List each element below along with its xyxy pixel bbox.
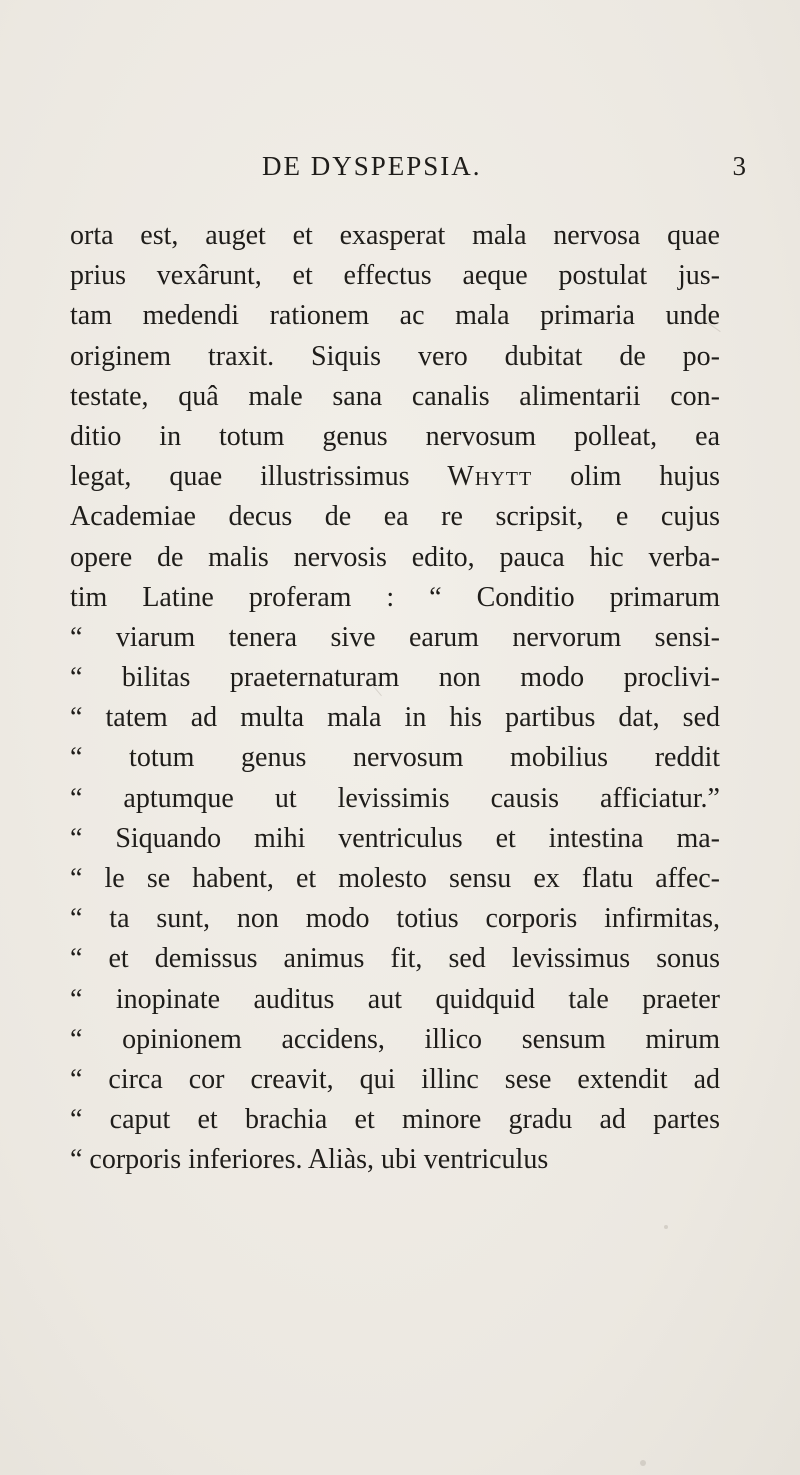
text-line: tam medendi rationem ac mala primaria unde bbox=[70, 300, 720, 332]
text-line: Academiae decus de ea re scripsit, e cujus bbox=[70, 501, 720, 533]
text-line: “ corporis inferiores. Aliàs, ubi ventriculus bbox=[70, 1144, 549, 1176]
text-line: testate, quâ male sana canalis alimentarii con- bbox=[70, 380, 720, 412]
text-line: “ opinionem accidens, illico sensum mirum bbox=[70, 1023, 720, 1055]
text-line: orta est, auget et exasperat mala nervosa quae bbox=[70, 220, 720, 251]
text-line: opere de malis nervosis edito, pauca hic verba- bbox=[70, 541, 720, 573]
text-line: “ totum genus nervosum mobilius reddit bbox=[70, 742, 720, 774]
paper-speck bbox=[664, 1225, 668, 1229]
text-line: originem traxit. Siquis vero dubitat de po- bbox=[70, 340, 720, 372]
running-head bbox=[0, 146, 800, 186]
text-line: “ le se habent, et molesto sensu ex flatu affec- bbox=[70, 863, 720, 894]
text-line: “ viarum tenera sive earum nervorum sensi- bbox=[70, 621, 720, 653]
text-line: “ caput et brachia et minore gradu ad partes bbox=[70, 1104, 720, 1136]
paper-speck bbox=[640, 1460, 646, 1466]
body-text bbox=[70, 216, 720, 1181]
text-segment: olim hujus bbox=[570, 461, 721, 493]
page-number: 3 bbox=[732, 151, 746, 181]
text-segment: legat, quae illustrissimus bbox=[70, 461, 410, 493]
author-name: Whytt bbox=[447, 461, 533, 493]
text-line: “ tatem ad multa mala in his partibus dat, sed bbox=[70, 702, 720, 734]
text-line: “ bilitas praeternaturam non modo proclivi- bbox=[70, 662, 720, 694]
text-line: “ Siquando mihi ventriculus et intestina ma- bbox=[70, 822, 720, 854]
running-title: DE DYSPEPSIA. bbox=[262, 151, 482, 181]
text-line: “ et demissus animus fit, sed levissimus sonus bbox=[70, 943, 720, 975]
text-line: “ ta sunt, non modo totius corporis infirmitas, bbox=[70, 903, 720, 935]
text-line: tim Latine proferam : “ Conditio primarum bbox=[70, 581, 720, 613]
text-line: “ aptumque ut levissimis causis afficiatur.” bbox=[70, 782, 720, 814]
text-line: prius vexârunt, et effectus aeque postulat jus- bbox=[70, 260, 720, 292]
text-line: “ circa cor creavit, qui illinc sese extendit ad bbox=[70, 1063, 720, 1095]
text-line-with-author bbox=[70, 457, 720, 497]
text-line: “ inopinate auditus aut quidquid tale praeter bbox=[70, 983, 720, 1015]
text-line: ditio in totum genus nervosum polleat, ea bbox=[70, 420, 720, 452]
